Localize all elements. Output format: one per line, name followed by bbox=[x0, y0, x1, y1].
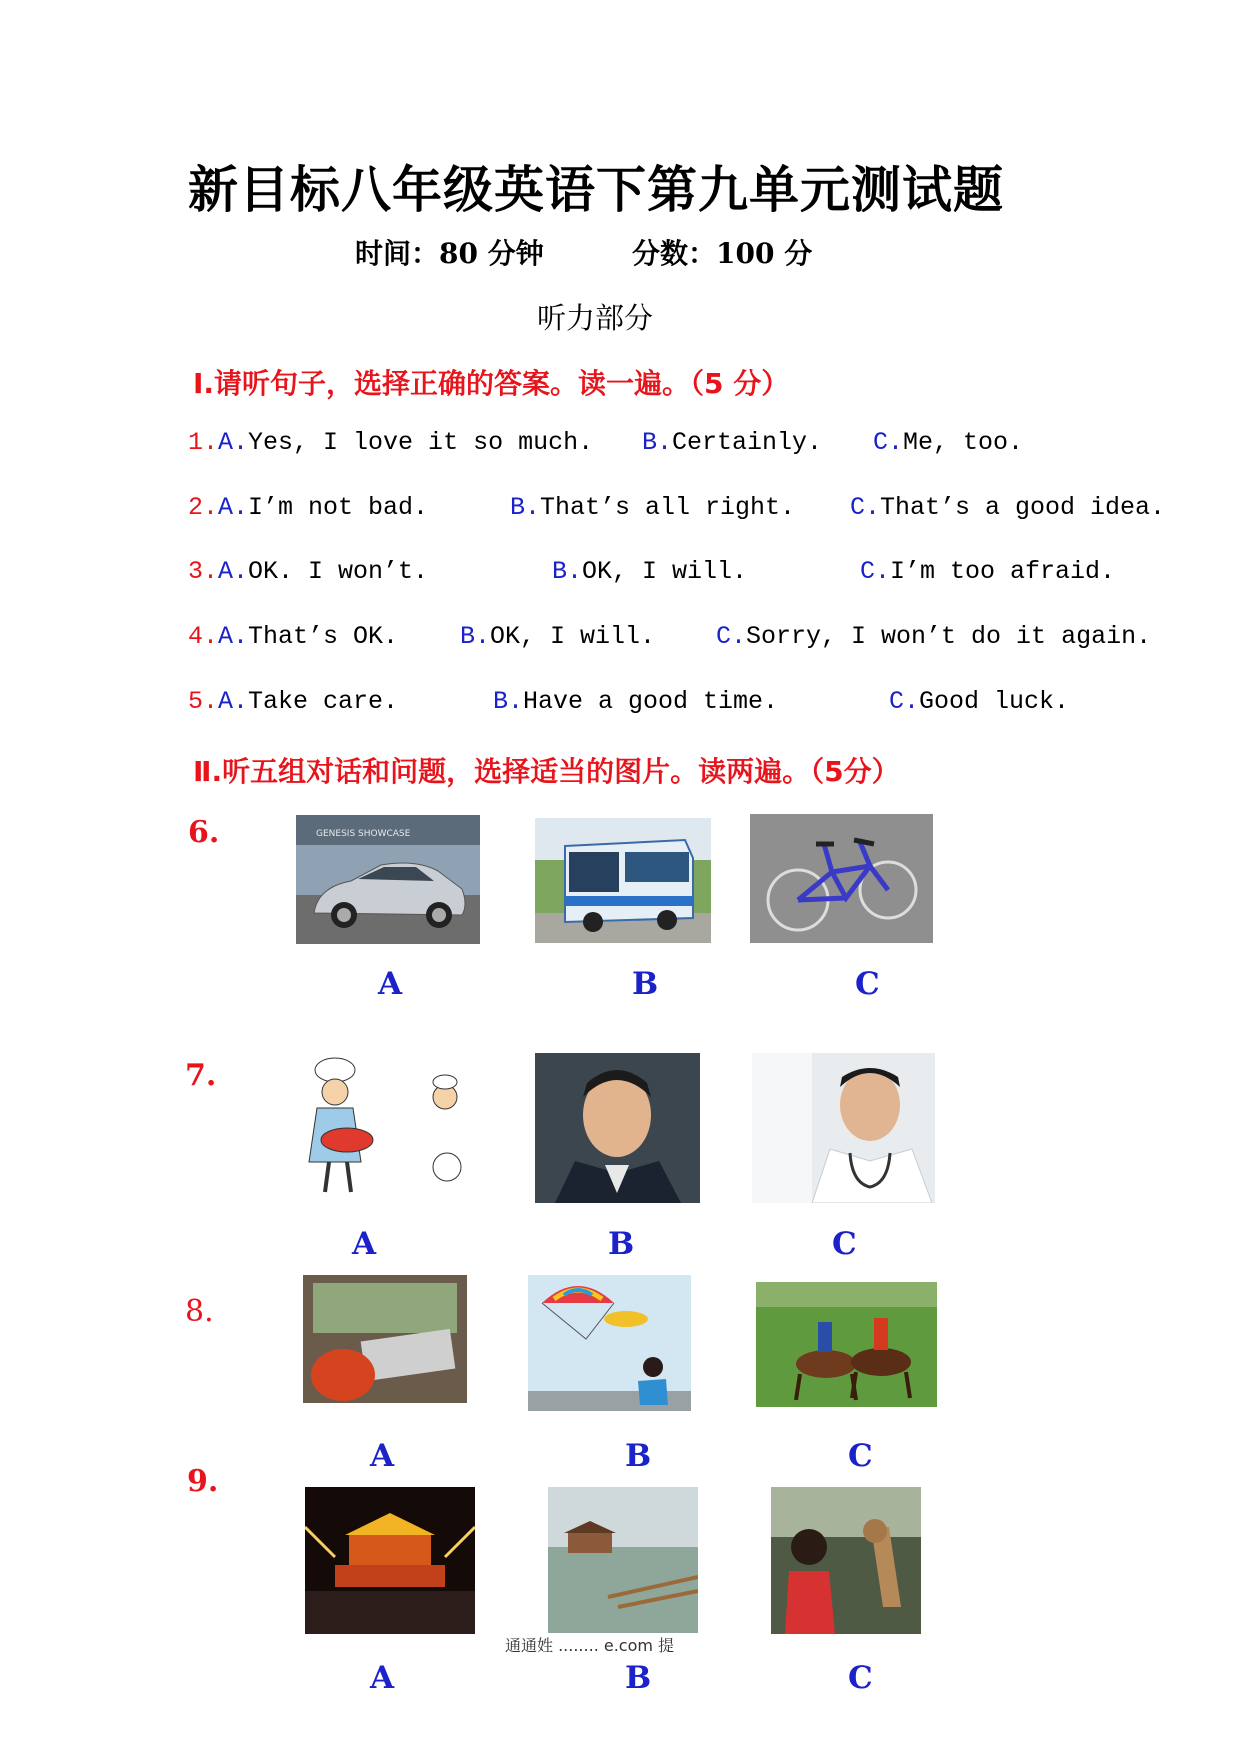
score-label: 分数：100 分 bbox=[632, 237, 813, 270]
option-c: That’s a good idea. bbox=[880, 493, 1166, 522]
car-picture bbox=[296, 815, 480, 944]
option-b: Have a good time. bbox=[523, 687, 779, 716]
question-number: 5. bbox=[188, 687, 219, 716]
option-a: That’s OK. bbox=[248, 622, 399, 651]
option-a: I’m not bad. bbox=[248, 493, 429, 522]
time-label: 时间：80 分钟 bbox=[355, 237, 544, 270]
question-row: 2.A.I’m not bad. bbox=[188, 493, 429, 522]
option-c: I’m too afraid. bbox=[890, 557, 1116, 586]
painting-picture bbox=[303, 1275, 467, 1403]
page-title: 新目标八年级英语下第九单元测试题 bbox=[188, 161, 1004, 219]
option-c: Me, too. bbox=[903, 428, 1024, 457]
part1-title: Ⅰ.请听句子，选择正确的答案。读一遍。（5 分） bbox=[193, 367, 790, 400]
question-number: 2. bbox=[188, 493, 219, 522]
question-number: 4. bbox=[188, 622, 219, 651]
question-row: 5.A.Take care. bbox=[188, 687, 399, 716]
giraffe-picture bbox=[771, 1487, 921, 1634]
part2-title: Ⅱ.听五组对话和问题，选择适当的图片。读两遍。（5分） bbox=[193, 755, 900, 788]
question-number: 3. bbox=[188, 557, 219, 586]
option-letter-a: A bbox=[352, 1226, 377, 1262]
option-b: Certainly. bbox=[672, 428, 823, 457]
tiananmen-picture bbox=[305, 1487, 475, 1634]
option-letter-c: C bbox=[848, 1660, 873, 1696]
showcase-banner: GENESIS SHOWCASE bbox=[316, 829, 411, 839]
option-b: That’s all right. bbox=[540, 493, 796, 522]
option-a: Yes, I love it so much. bbox=[248, 428, 594, 457]
option-letter-a: A bbox=[378, 966, 403, 1002]
question-row: 1.A.Yes, I love it so much. bbox=[188, 428, 594, 457]
section-heading: 听力部分 bbox=[536, 301, 653, 335]
footer-watermark: 通通姓 ........ e.com 提 bbox=[505, 1636, 675, 1655]
question-number: 1. bbox=[188, 428, 219, 457]
lake-pavilion-picture bbox=[548, 1487, 698, 1633]
bus-picture bbox=[535, 818, 711, 943]
option-a: OK. I won’t. bbox=[248, 557, 429, 586]
option-c: Good luck. bbox=[919, 687, 1070, 716]
question-number: 8. bbox=[185, 1294, 214, 1329]
option-letter-b: B bbox=[625, 1660, 652, 1696]
bicycle-picture bbox=[750, 814, 933, 943]
question-row: 3.A.OK. I won’t. bbox=[188, 557, 429, 586]
option-a: Take care. bbox=[248, 687, 399, 716]
option-letter-b: B bbox=[608, 1226, 635, 1262]
option-letter-c: C bbox=[848, 1438, 873, 1474]
policeman-picture bbox=[535, 1053, 700, 1203]
doctor-picture bbox=[752, 1053, 935, 1203]
option-letter-b: B bbox=[625, 1438, 652, 1474]
option-c: Sorry, I won’t do it again. bbox=[746, 622, 1152, 651]
horse-riding-picture bbox=[756, 1282, 937, 1407]
cook-picture bbox=[305, 1052, 480, 1202]
question-number: 7. bbox=[185, 1058, 217, 1093]
option-letter-a: A bbox=[370, 1438, 395, 1474]
option-letter-b: B bbox=[632, 966, 659, 1002]
question-row: 4.A.That’s OK. bbox=[188, 622, 399, 651]
option-letter-c: C bbox=[832, 1226, 857, 1262]
option-b: OK, I will. bbox=[582, 557, 748, 586]
question-number: 6. bbox=[188, 815, 220, 850]
option-letter-c: C bbox=[855, 966, 880, 1002]
option-letter-a: A bbox=[370, 1660, 395, 1696]
option-b: OK, I will. bbox=[490, 622, 656, 651]
kite-picture bbox=[528, 1275, 691, 1411]
question-number: 9. bbox=[187, 1464, 219, 1499]
